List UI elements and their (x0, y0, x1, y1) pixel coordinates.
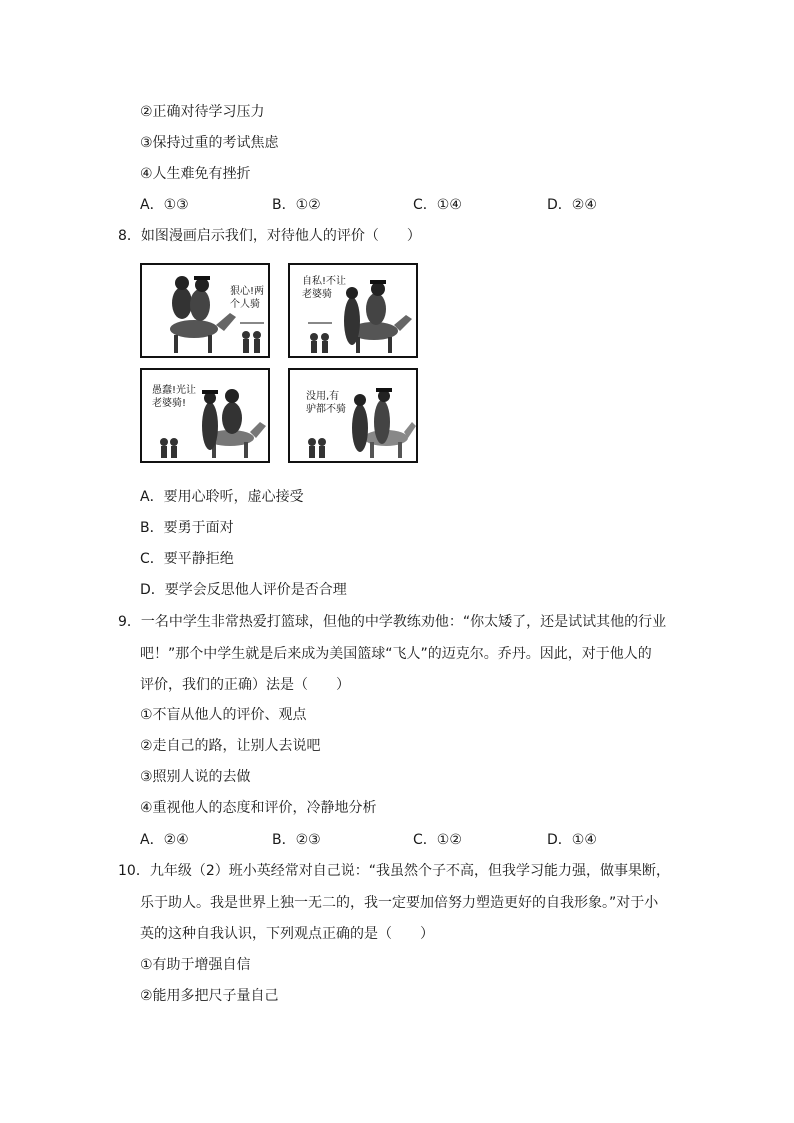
q8-option-c: C．要平静拒绝 (140, 551, 234, 567)
comic-panel-1 (140, 263, 270, 358)
q7-option-c: C．①④ (413, 197, 462, 213)
q10-item-2: ②能用多把尺子量自己 (140, 988, 279, 1004)
q9-option-a: A．②④ (140, 832, 189, 848)
q9-item-2: ②走自己的路，让别人去说吧 (140, 738, 321, 754)
q10-stem-line-3: 英的这种自我认识，下列观点正确的是（ ） (140, 926, 434, 942)
comic-panel-2 (288, 263, 418, 358)
q9-stem-line-3: 评价，我们的正确）法是（ ） (140, 677, 350, 693)
q7-option-d: D．②④ (547, 197, 597, 213)
q10-stem-line-2: 乐于助人。我是世界上独一无二的，我一定要加倍努力塑造更好的自我形象。”对于小 (140, 895, 659, 911)
q7-option-a: A．①③ (140, 197, 189, 213)
q9-item-4: ④重视他人的态度和评价，冷静地分析 (140, 800, 377, 816)
q8-option-a: A．要用心聆听，虚心接受 (140, 489, 304, 505)
q9-option-d: D．①④ (547, 832, 597, 848)
q9-item-1: ①不盲从他人的评价、观点 (140, 707, 307, 723)
comic-caption-3: 愚蠢!光让 老婆骑! (152, 385, 197, 409)
q9-item-3: ③照别人说的去做 (140, 769, 251, 785)
q8-comic (140, 263, 420, 465)
q7-item-3: ③保持过重的考试焦虑 (140, 135, 279, 151)
q8-option-b: B．要勇于面对 (140, 520, 234, 536)
comic-panel-4 (288, 368, 418, 463)
q9-option-b: B．②③ (272, 832, 321, 848)
q10-item-1: ①有助于增强自信 (140, 957, 251, 973)
q7-item-2: ②正确对待学习压力 (140, 104, 265, 120)
q9-stem-line-2: 吧！”那个中学生就是后来成为美国篮球“飞人”的迈克尔。乔丹。因此，对于他人的 (140, 646, 652, 662)
q9-option-c: C．①② (413, 832, 462, 848)
comic-caption-2: 自私!不让 老婆骑 (302, 276, 347, 300)
q10-stem-line-1: 10．九年级（2）班小英经常对自己说：“我虽然个子不高，但我学习能力强，做事果断， (118, 863, 670, 879)
q7-option-b: B．①② (272, 197, 321, 213)
q8-stem: 8．如图漫画启示我们，对待他人的评价（ ） (118, 228, 421, 244)
comic-caption-4: 没用,有 驴都不骑 (306, 391, 346, 415)
q8-option-d: D．要学会反思他人评价是否合理 (140, 582, 347, 598)
comic-caption-1: 狠心!两 个人骑 (230, 286, 265, 310)
q7-item-4: ④人生难免有挫折 (140, 166, 251, 182)
q9-stem-line-1: 9．一名中学生非常热爱打篮球，但他的中学教练劝他：“你太矮了，还是试试其他的行业 (118, 614, 667, 630)
comic-panel-3 (140, 368, 270, 463)
